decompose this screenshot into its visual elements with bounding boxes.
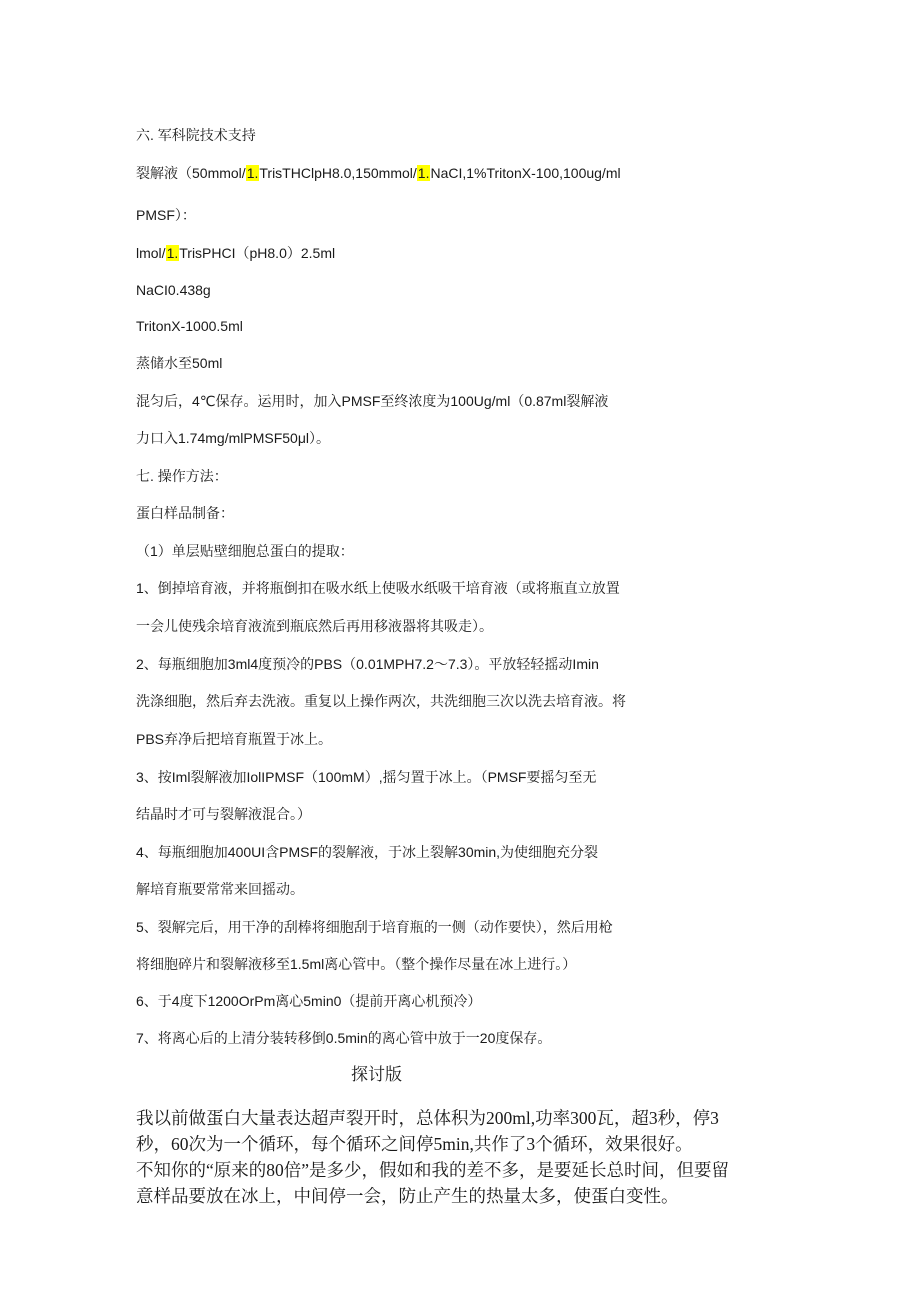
step-line: 解培育瓶要常常来回摇动。 [136,881,304,897]
step-line: 一会儿使残余培育液流到瓶底然后再用移液器将其吸走）。 [136,618,493,634]
recipe-line: 蒸储水至50ml [136,355,223,371]
discussion-line: 我以前做蛋白大量表达超声裂开时，总体积为200ml,功率300瓦，超3秒，停3 [136,1108,719,1128]
step-line: 3、按Iml裂解液加IolIPMSF（100mM）,摇匀置于冰上。（PMSF要摇匀至无 [136,769,597,785]
step-line: 洗涤细胞，然后弃去洗液。重复以上操作两次，共洗细胞三次以洗去培育液。将 [136,693,626,709]
step-line: PBS弃净后把培育瓶置于冰上。 [136,731,333,747]
highlight-mark: 1. [417,165,430,181]
discussion-line: 秒，60次为一个循环，每个循环之间停5min,共作了3个循环，效果很好。 [136,1134,693,1154]
recipe-line: NaCI0.438g [136,282,211,298]
text-line: 力口入1.74mg/mlPMSF50μl）。 [136,430,330,446]
subheading: 蛋白样品制备： [136,505,234,521]
discussion-line: 不知你的“原来的80倍”是多少，假如和我的差不多，是要延长总时间，但要留 [136,1160,730,1180]
step-line: 2、每瓶细胞加3ml4度预冷的PBS（0.01MPH7.2～7.3）。平放轻轻摇动Imin [136,656,599,672]
lysis-buffer-line: 裂解液（50mmol/1.TrisTHClpH8.0,150mmol/1.NaCI,1%TritonX-100,100ug/ml [136,165,621,181]
text-line: 混匀后，4℃保存。运用时，加入PMSF至终浓度为100Ug/ml（0.87ml裂解液 [136,393,609,409]
subheading: （1）单层贴壁细胞总蛋白的提取： [136,543,354,559]
highlight-mark: 1. [246,165,259,181]
step-line: 6、于4度下1200OrPm离心5min0（提前开离心机预冷） [136,993,482,1009]
section-heading-7: 七. 操作方法： [136,468,228,484]
step-line: 将细胞碎片和裂解液移至1.5ml离心管中。（整个操作尽量在冰上进行。） [136,956,577,972]
discussion-heading: 探讨版 [351,1065,402,1084]
step-line: 5、裂解完后，用干净的刮棒将细胞刮于培育瓶的一侧（动作要快），然后用枪 [136,919,613,935]
text-line: PMSF）： [136,207,196,223]
step-line: 1、倒掉培育液，并将瓶倒扣在吸水纸上使吸水纸吸干培育液（或将瓶直立放置 [136,580,620,596]
highlight-mark: 1. [166,245,179,261]
step-line: 7、将离心后的上清分装转移倒0.5min的离心管中放于一20度保存。 [136,1030,552,1046]
discussion-line: 意样品要放在冰上，中间停一会，防止产生的热量太多，使蛋白变性。 [136,1186,679,1206]
step-line: 4、每瓶细胞加400UI含PMSF的裂解液，于冰上裂解30min,为使细胞充分裂 [136,844,599,860]
recipe-line: TritonX-1000.5ml [136,318,243,334]
section-heading-6: 六. 军科院技术支持 [136,127,256,143]
step-line: 结晶时才可与裂解液混合。） [136,806,311,822]
recipe-line: lmol/1.TrisPHCI（pH8.0）2.5ml [136,245,336,261]
